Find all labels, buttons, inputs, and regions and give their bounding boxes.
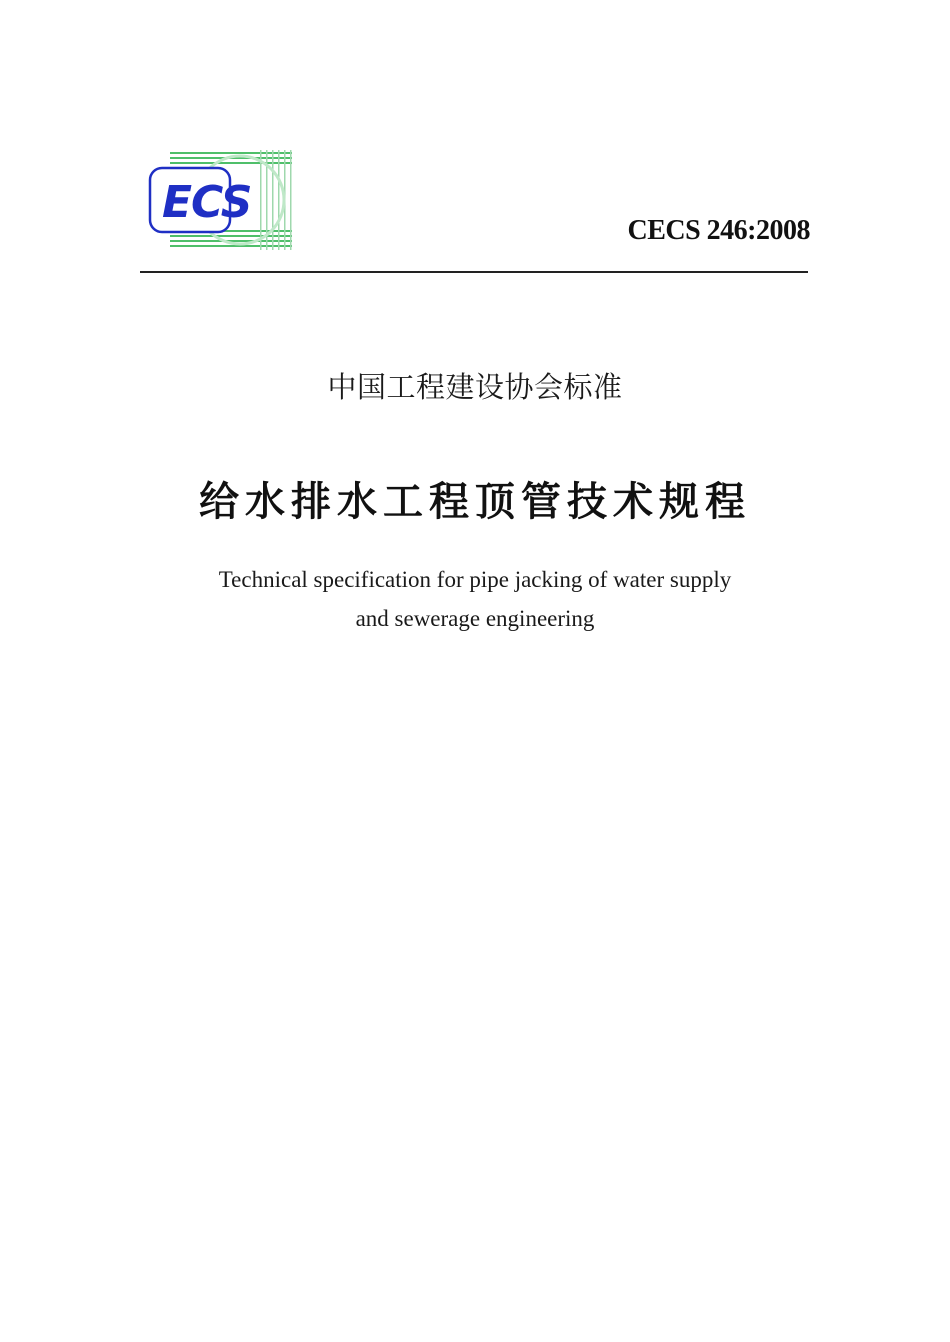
title-english-line-1: Technical specification for pipe jacking of water supply	[218, 567, 732, 592]
title-chinese: 给水排水工程顶管技术规程	[199, 479, 751, 525]
header-divider	[140, 271, 808, 273]
logo-text: ECS	[162, 177, 252, 228]
title-english	[0, 560, 950, 638]
title-english-line-2: and sewerage engineering	[355, 606, 595, 631]
ecs-logo	[148, 150, 314, 250]
organization-name: 中国工程建设协会标准	[327, 370, 623, 404]
standard-code: CECS 246:2008	[627, 215, 810, 246]
